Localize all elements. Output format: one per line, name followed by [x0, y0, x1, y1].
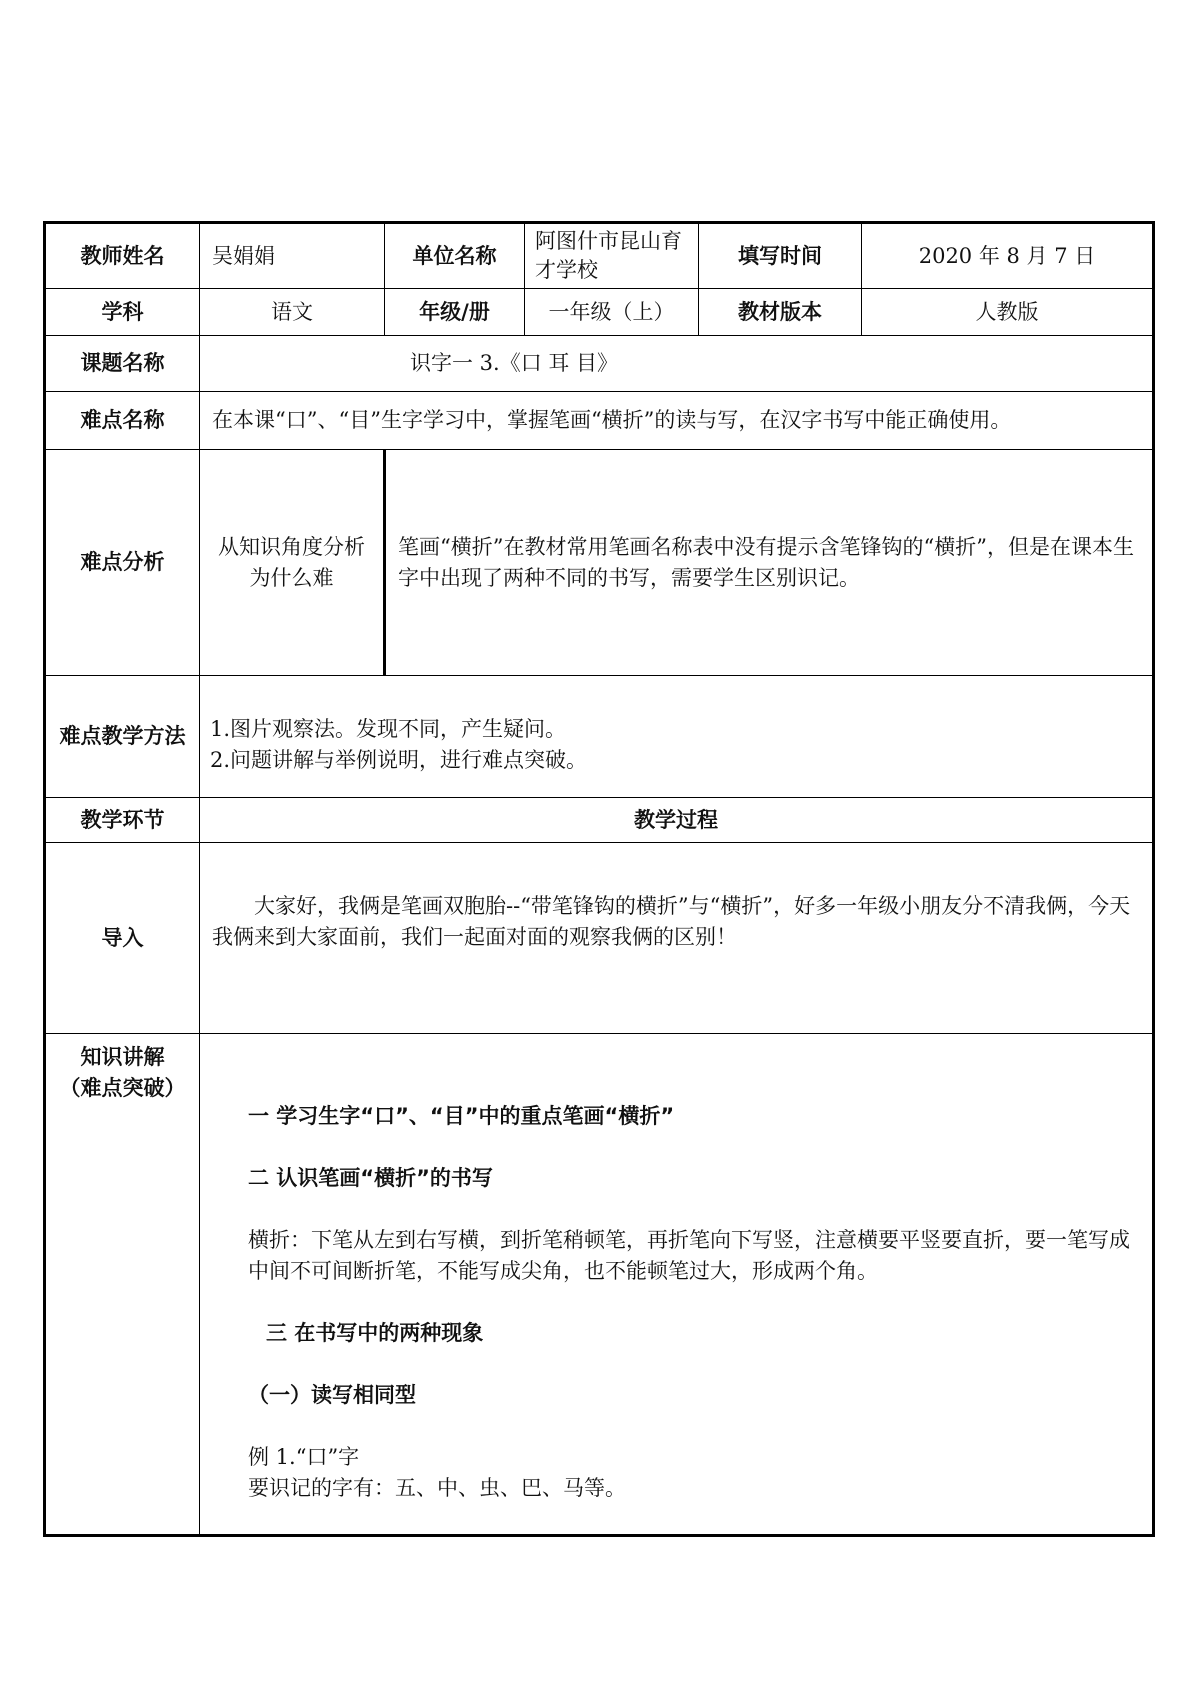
knowledge-para-1: 横折：下笔从左到右写横，到折笔稍顿笔，再折笔向下写竖，注意横要平竖要直折，要一笔写成中间不可间断折笔，不能写成尖角，也不能顿笔过大，形成两个角。: [248, 1228, 1130, 1283]
header-row-1: [45, 223, 1154, 289]
subject-label: 学科: [45, 289, 200, 336]
lesson-plan-sheet: [43, 221, 1152, 1537]
knowledge-row: [45, 1034, 1154, 1536]
knowledge-content: [200, 1034, 1154, 1536]
analysis-value: 笔画“横折”在教材常用笔画名称表中没有提示含笔锋钩的“横折”，但是在课本生字中出现了两种不同的书写，需要学生区别识记。: [385, 450, 1154, 676]
knowledge-heading-1: 一 学习生字“口”、“目”中的重点笔画“横折”: [248, 1104, 675, 1128]
difficulty-label: 难点名称: [45, 392, 200, 450]
method-row: [45, 676, 1154, 798]
process-header-label: 教学过程: [200, 798, 1154, 843]
knowledge-heading-3: 三 在书写中的两种现象: [266, 1321, 484, 1345]
teacher-name-value: 吴娟娟: [200, 223, 385, 289]
unit-name-label: 单位名称: [385, 223, 525, 289]
knowledge-heading-4: （一）读写相同型: [248, 1383, 416, 1407]
knowledge-label-line-1: 知识讲解: [80, 1045, 165, 1069]
intro-row: [45, 843, 1154, 1034]
stage-header-label: 教学环节: [45, 798, 200, 843]
topic-row: [45, 336, 1154, 392]
method-label: 难点教学方法: [45, 676, 200, 798]
difficulty-value: 在本课“口”、“目”生字学习中，掌握笔画“横折”的读与写，在汉字书写中能正确使用。: [200, 392, 1154, 450]
method-list: [200, 676, 1154, 798]
analysis-row: [45, 450, 1154, 676]
edition-label: 教材版本: [699, 289, 862, 336]
topic-label: 课题名称: [45, 336, 200, 392]
intro-label: 导入: [45, 843, 200, 1034]
knowledge-label: [45, 1034, 200, 1536]
knowledge-label-line-2: （难点突破）: [59, 1076, 186, 1100]
example-title: 例 1.“口”字: [248, 1445, 360, 1469]
teacher-name-label: 教师姓名: [45, 223, 200, 289]
grade-value: 一年级（上）: [525, 289, 699, 336]
method-item-2: 2.问题讲解与举例说明，进行难点突破。: [210, 748, 588, 772]
fill-date-label: 填写时间: [699, 223, 862, 289]
topic-value: 识字一 3.《口 耳 目》: [200, 336, 1154, 392]
intro-text: 大家好，我俩是笔画双胞胎--“带笔锋钩的横折”与“横折”，好多一年级小朋友分不清我俩，今天我俩来到大家面前，我们一起面对面的观察我俩的区别！: [212, 894, 1131, 949]
process-header-row: [45, 798, 1154, 843]
header-row-2: [45, 289, 1154, 336]
fill-date-value: 2020 年 8 月 7 日: [862, 223, 1154, 289]
analysis-label: 难点分析: [45, 450, 200, 676]
subject-value: 语文: [200, 289, 385, 336]
unit-name-value: 阿图什市昆山育才学校: [525, 223, 699, 289]
difficulty-row: [45, 392, 1154, 450]
edition-value: 人教版: [862, 289, 1154, 336]
intro-cell: [200, 843, 1154, 1034]
grade-label: 年级/册: [385, 289, 525, 336]
analysis-sub-label: 从知识角度分析为什么难: [200, 450, 385, 676]
method-item-1: 1.图片观察法。发现不同，产生疑问。: [210, 717, 567, 741]
knowledge-heading-2: 二 认识笔画“横折”的书写: [248, 1166, 493, 1190]
example-text: 要识记的字有：五、中、虫、巴、马等。: [248, 1476, 626, 1500]
lesson-plan-table: [43, 221, 1155, 1537]
